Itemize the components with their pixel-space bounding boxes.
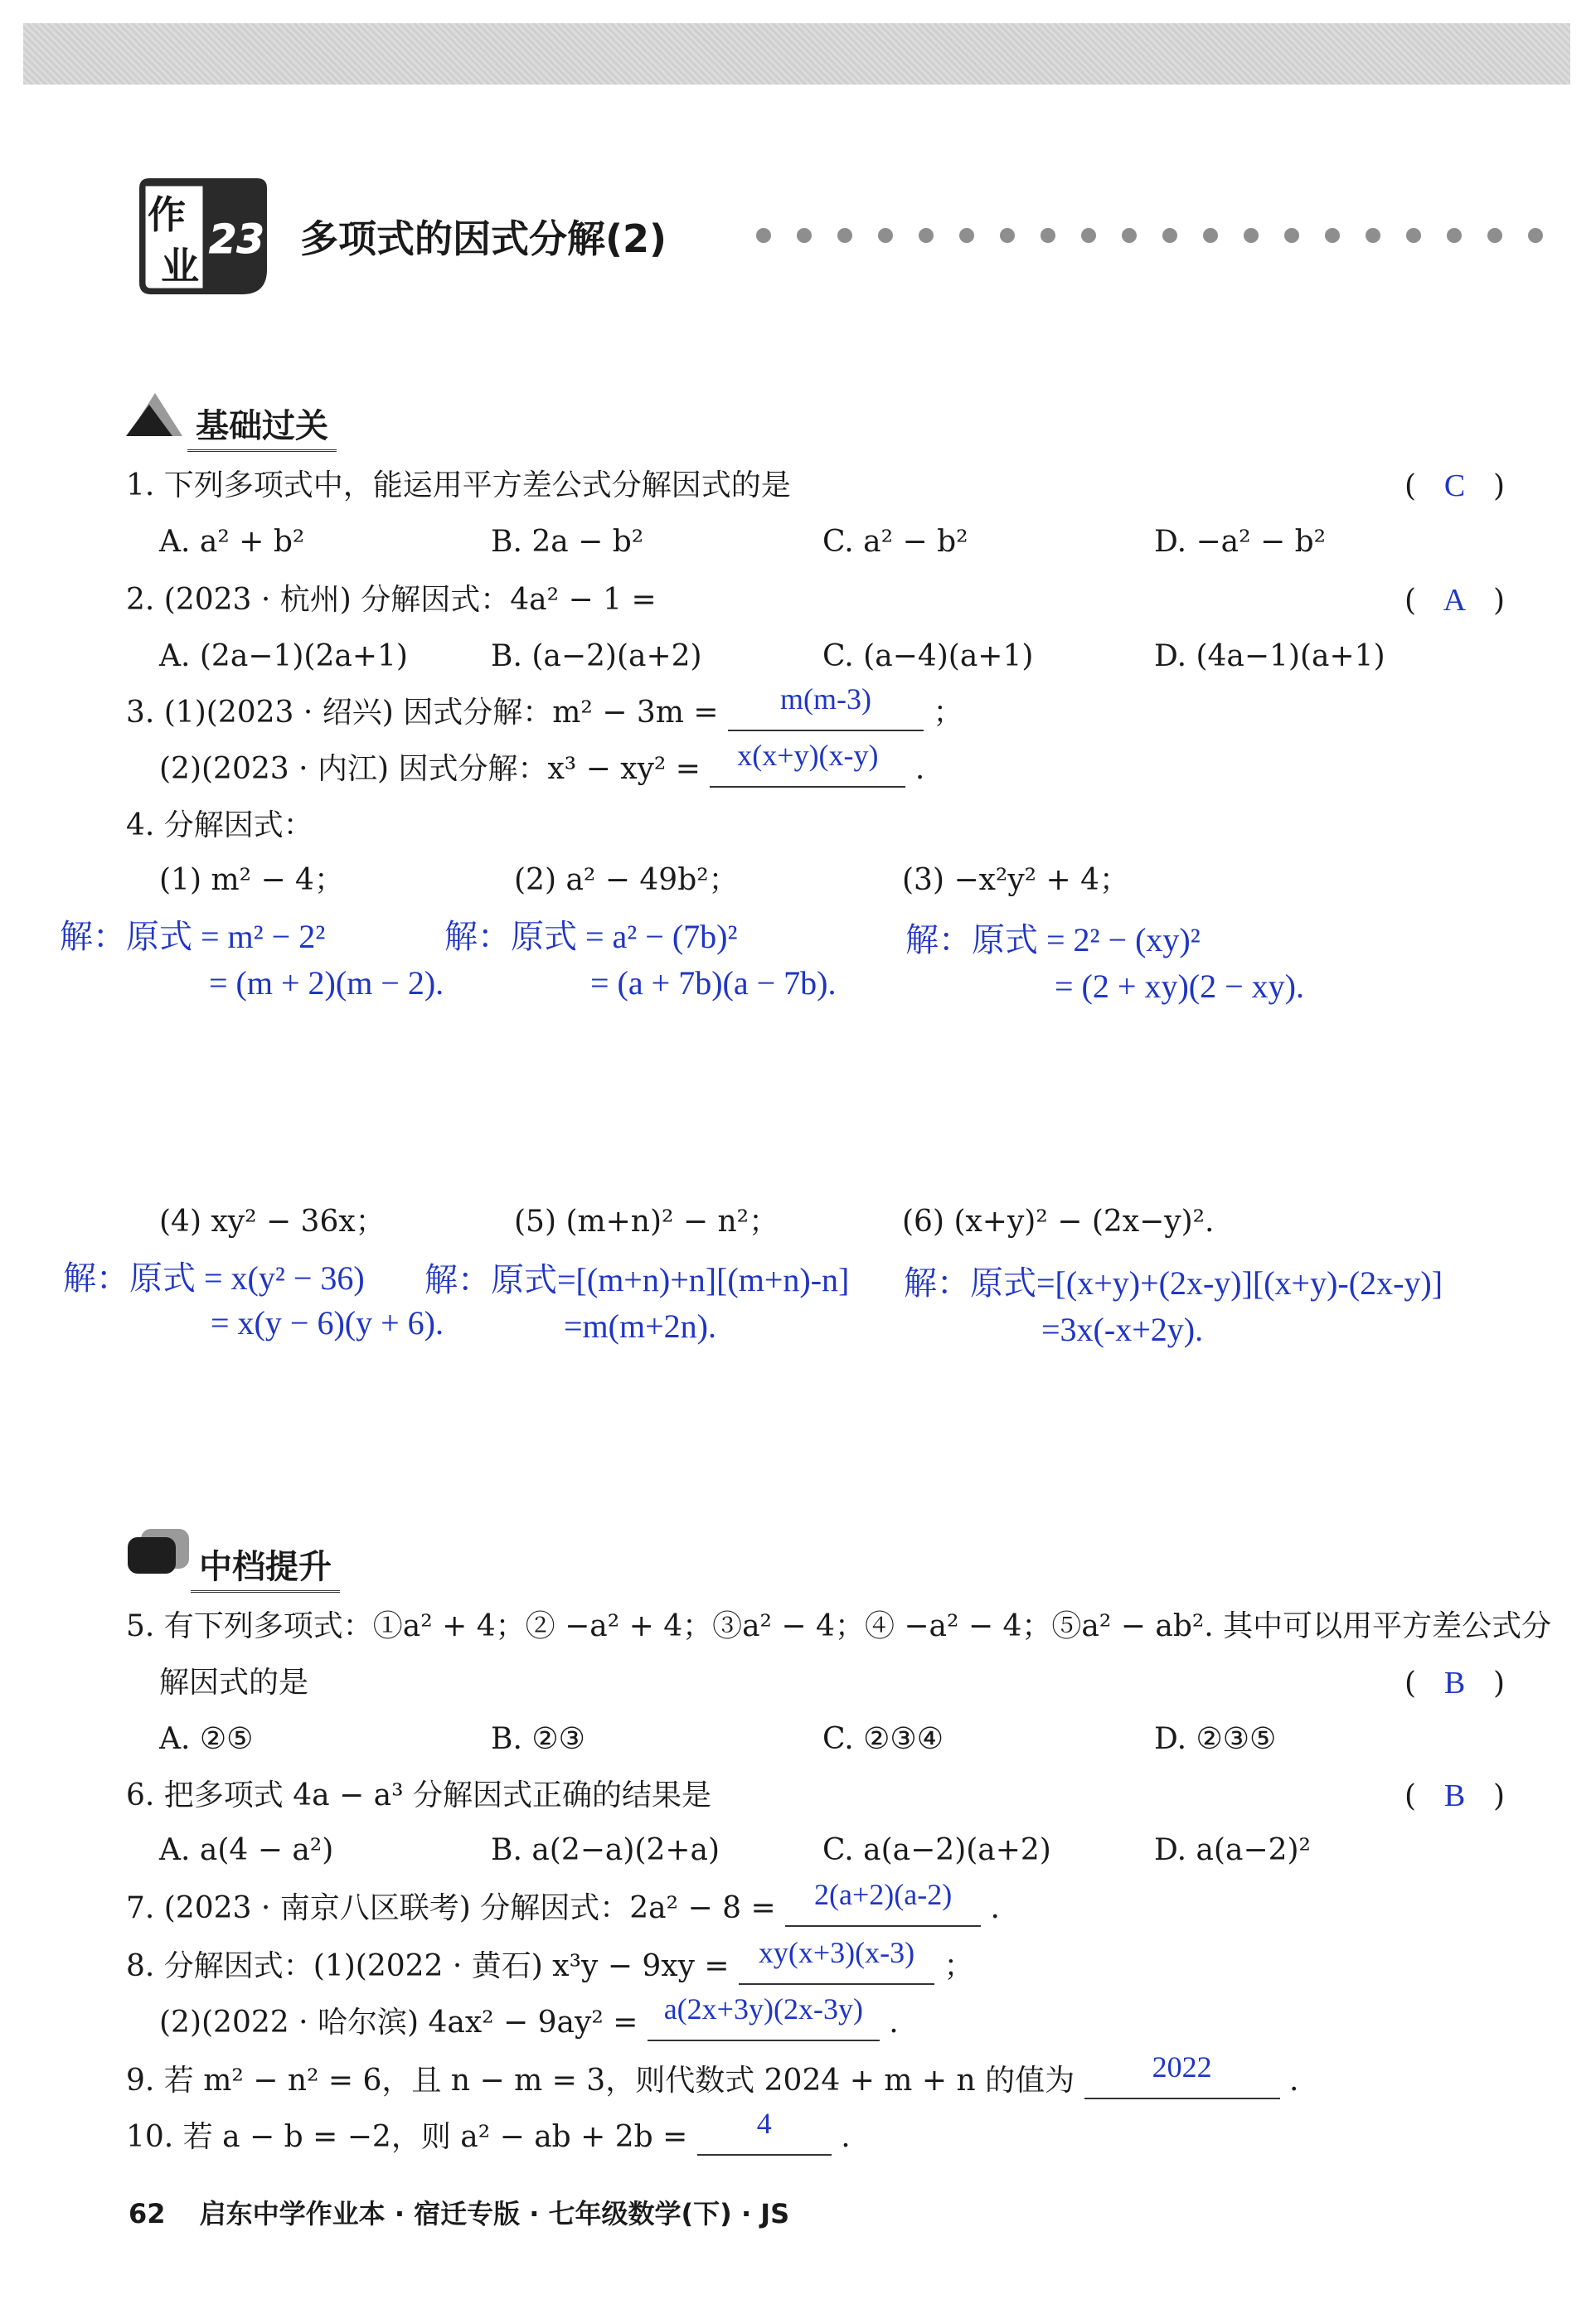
q9-answer: 2022 — [1152, 2050, 1212, 2084]
q10-answer: 4 — [756, 2107, 772, 2140]
q5-stem-line2: 解因式的是 — [159, 1666, 309, 1700]
q4-answer5-line2: =m(m+2n). — [564, 1308, 716, 1345]
q4-answer2-line1: 解：原式 = a² − (7b)² — [444, 918, 738, 955]
q4-stem: 4. 分解因式： — [126, 808, 313, 842]
q3-part1-blank — [728, 682, 924, 731]
q6-option-c: C. a(a−2)(a+2) — [822, 1833, 1051, 1867]
q4-answer6-line1: 解：原式=[(x+y)+(2x-y)][(x+y)-(2x-y)] — [904, 1264, 1443, 1302]
q8-part2-blank — [648, 1992, 880, 2041]
q9-blank — [1084, 2050, 1280, 2099]
q4-answer6-line2: =3x(-x+2y). — [1041, 1311, 1204, 1348]
q1-answer: C — [1443, 468, 1466, 503]
q3-part2-end: . — [914, 752, 925, 786]
title-dot — [797, 228, 812, 243]
q8-part1-stem: 8. 分解因式：(1)(2022 · 黄石) x³y − 9xy = — [126, 1949, 730, 1983]
q6-answer-bracket: ( B ) — [1404, 1778, 1505, 1813]
q1-stem: 1. 下列多项式中，能运用平方差公式分解因式的是 — [126, 468, 791, 502]
q7-answer: 2(a+2)(a-2) — [813, 1878, 953, 1911]
title-dot — [1000, 228, 1015, 243]
badge-number: 23 — [209, 216, 264, 263]
q4-answer3-line2: = (2 + xy)(2 − xy). — [1055, 968, 1304, 1005]
q4-answer1-line2: = (m + 2)(m − 2). — [209, 964, 444, 1002]
q3-part1-stem: 3. (1)(2023 · 绍兴) 因式分解：m² − 3m = — [126, 696, 719, 730]
q1-option-a: A. a² + b² — [159, 525, 305, 559]
footer-book-title: 启东中学作业本 · 宿迁专版 · 七年级数学(下) · JS — [199, 2198, 790, 2229]
page-number: 62 — [129, 2198, 166, 2229]
section-title-advanced: 中档提升 — [199, 1540, 332, 1588]
title-dot — [756, 228, 771, 243]
q5-option-a: A. ②⑤ — [159, 1722, 254, 1756]
q2-option-a: A. (2a−1)(2a+1) — [159, 639, 408, 673]
q1-option-c: C. a² − b² — [822, 525, 968, 559]
title-dot — [1528, 228, 1543, 243]
top-scan-band — [23, 23, 1570, 85]
q1-answer-bracket: ( C ) — [1404, 468, 1505, 503]
q1-option-d: D. −a² − b² — [1154, 525, 1327, 559]
q2-option-b: B. (a−2)(a+2) — [491, 639, 702, 673]
page-footer — [129, 2193, 789, 2231]
q3-part1 — [126, 682, 963, 731]
q3-part2-blank — [710, 739, 905, 788]
badge-char-1: 作 — [148, 192, 186, 237]
q10-blank — [697, 2107, 832, 2156]
q4-answer5-line1: 解：原式=[(m+n)+n][(m+n)-n] — [424, 1261, 850, 1298]
q4-sub2: (2) a² − 49b²； — [514, 863, 739, 897]
q8-part1-answer: xy(x+3)(x-3) — [758, 1936, 915, 1969]
q4-answer4-line1: 解：原式 = x(y² − 36) — [63, 1259, 365, 1297]
q5-answer-bracket: ( B ) — [1404, 1666, 1505, 1701]
q5-option-b: B. ②③ — [491, 1722, 585, 1756]
q10-end: . — [841, 2120, 851, 2154]
title-dot — [837, 228, 852, 243]
title-dot — [1284, 228, 1299, 243]
homework-badge — [133, 170, 274, 303]
q10 — [126, 2107, 851, 2156]
q3-part1-answer: m(m-3) — [780, 682, 871, 716]
q6-stem: 6. 把多项式 4a − a³ 分解因式正确的结果是 — [126, 1778, 711, 1812]
q2-option-d: D. (4a−1)(a+1) — [1154, 639, 1385, 673]
q4-sub5: (5) (m+n)² − n²； — [514, 1205, 779, 1239]
title-dot — [1487, 228, 1502, 243]
q4-sub3: (3) −x²y² + 4； — [902, 863, 1130, 897]
title-dot — [1447, 228, 1462, 243]
q7-end: . — [990, 1891, 1000, 1925]
q4-answer2-line2: = (a + 7b)(a − 7b). — [590, 964, 837, 1002]
q4-sub6: (6) (x+y)² − (2x−y)². — [902, 1205, 1215, 1239]
q6-option-d: D. a(a−2)² — [1154, 1833, 1311, 1867]
q5-stem-line1: 5. 有下列多项式：①a² + 4；② −a² + 4；③a² − 4；④ −a² − 4；⑤a² − ab². 其中可以用平方差公式分 — [126, 1609, 1552, 1643]
q6-option-a: A. a(4 − a²) — [159, 1833, 334, 1867]
title-dot — [919, 228, 934, 243]
title-dot — [1081, 228, 1096, 243]
q3-part2-answer: x(x+y)(x-y) — [737, 739, 879, 772]
q5-option-c: C. ②③④ — [822, 1722, 944, 1756]
title-dot — [1162, 228, 1177, 243]
q2-stem: 2. (2023 · 杭州) 分解因式：4a² − 1 = — [126, 583, 657, 617]
title-dot — [1041, 228, 1055, 243]
q2-answer-bracket: ( A ) — [1404, 583, 1505, 618]
q8-part1 — [126, 1936, 974, 1985]
q6-answer: B — [1443, 1778, 1466, 1813]
section-bars-icon — [126, 1526, 192, 1575]
title-dot — [959, 228, 974, 243]
q10-stem: 10. 若 a − b = −2，则 a² − ab + 2b = — [126, 2120, 688, 2154]
q3-part1-end: ； — [933, 696, 963, 730]
q5-option-d: D. ②③⑤ — [1154, 1722, 1277, 1756]
badge-char-2: 业 — [161, 244, 199, 289]
q3-part2 — [159, 739, 925, 788]
q3-part2-stem: (2)(2023 · 内江) 因式分解：x³ − xy² = — [159, 752, 701, 786]
q1-option-b: B. 2a − b² — [491, 525, 644, 559]
q7-blank — [785, 1878, 981, 1927]
q7 — [126, 1878, 1000, 1927]
q8-part2-answer: a(2x+3y)(2x-3y) — [663, 1992, 863, 2026]
section-title-basic: 基础过关 — [196, 400, 328, 447]
q8-part1-blank — [739, 1936, 934, 1985]
q2-answer: A — [1443, 583, 1467, 618]
q8-part1-end: ； — [944, 1949, 974, 1983]
title-dot — [1244, 228, 1259, 243]
q2-option-c: C. (a−4)(a+1) — [822, 639, 1034, 673]
q4-sub4: (4) xy² − 36x； — [159, 1205, 386, 1239]
title-dot — [1122, 228, 1137, 243]
q9 — [126, 2050, 1299, 2099]
q8-part2-stem: (2)(2022 · 哈尔滨) 4ax² − 9ay² = — [159, 2006, 638, 2040]
q4-answer1-line1: 解：原式 = m² − 2² — [60, 918, 326, 955]
title-dot — [1325, 228, 1340, 243]
q4-sub1: (1) m² − 4； — [159, 863, 344, 897]
q9-end: . — [1289, 2064, 1299, 2098]
q8-part2 — [159, 1992, 899, 2041]
q9-stem: 9. 若 m² − n² = 6，且 n − m = 3，则代数式 2024 + m + n 的值为 — [126, 2064, 1075, 2098]
q4-answer4-line2: = x(y − 6)(y + 6). — [211, 1304, 444, 1342]
q6-option-b: B. a(2−a)(2+a) — [491, 1833, 720, 1867]
q7-stem: 7. (2023 · 南京八区联考) 分解因式：2a² − 8 = — [126, 1891, 776, 1925]
q4-answer3-line1: 解：原式 = 2² − (xy)² — [905, 921, 1201, 958]
section-triangle-icon — [126, 390, 184, 439]
q8-part2-end: . — [889, 2006, 899, 2040]
title-dot — [1203, 228, 1218, 243]
page-title: 多项式的因式分解(2) — [300, 216, 667, 261]
title-dot — [1366, 228, 1380, 243]
title-dot — [878, 228, 893, 243]
title-dot — [1406, 228, 1421, 243]
q5-answer: B — [1443, 1666, 1466, 1701]
